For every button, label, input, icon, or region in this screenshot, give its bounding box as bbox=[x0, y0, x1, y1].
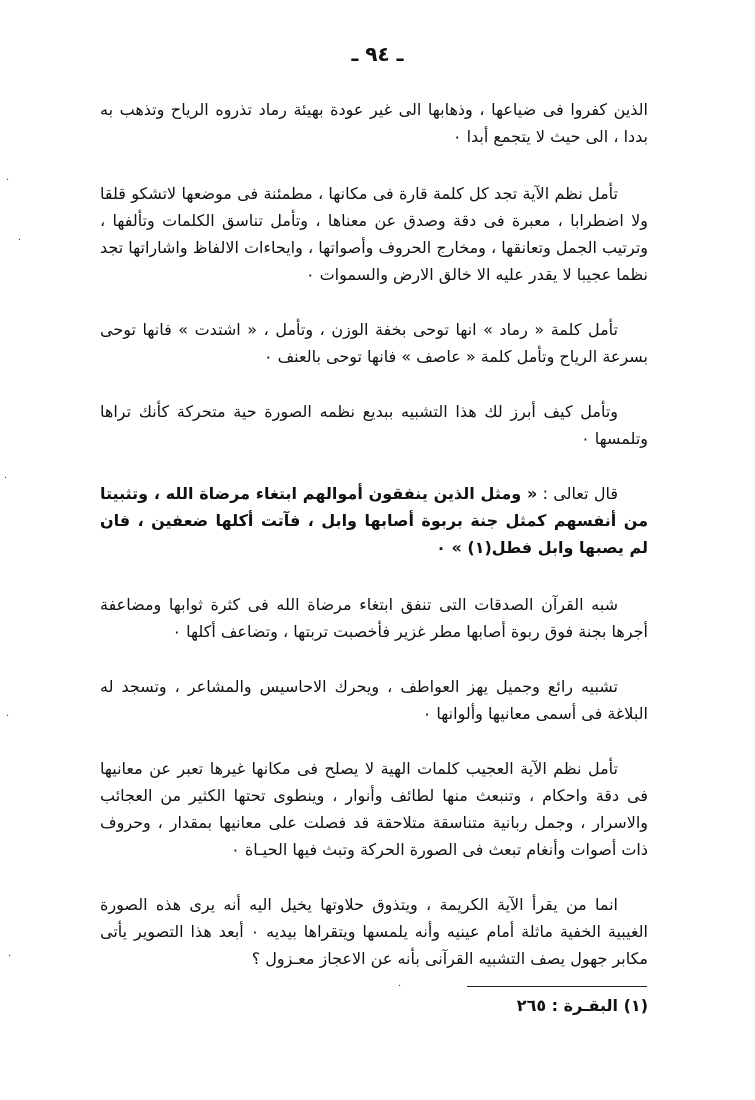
paragraph-7: تأمل نظم الآية العجيب كلمات الهية لا يصلح فى مكانها غيرها تعبر عن معانيها فى دقة واحكام ، وتنبعث منها لطائف وأنوار ، وينطوى تحتها الكثير من العجائب والاسرار ، وجمل ربانية متناسقة متلاحقة قد فصلت على معانيها بمقدار ، وحروف ذات أصوات وأنغام تبعث فى الصورة الحركة وتبث فيها الحيـاة ٠ bbox=[100, 759, 648, 859]
paragraph-5: شبه القرآن الصدقات التى تنفق ابتغاء مرضاة الله فى كثرة ثوابها ومضاعفة أجرها بجنة فوق ربوة أصابها مطر غزير فأخصبت تربتها ، وتضاعف أكلها ٠ bbox=[100, 595, 648, 641]
paragraph-2: تأمل نظم الآية تجد كل كلمة قارة فى مكانها ، مطمئنة فى موضعها لاتشكو قلقا ولا اضطرابا ، معبرة فى دقة وصدق عن معناها ، وتأمل تناسق الكلمات وتألفها ، وترتيب الجمل وتعانقها ، ومخارج الحروف وأصواتها ، وايحاءات الالفاظ واشاراتها تجد نظما عجيبا لا يقدر عليه الا خالق الارض والسموات ٠ bbox=[100, 184, 648, 284]
paragraph-1: الذين كفروا فى ضياعها ، وذهابها الى غير عودة بهيئة رماد تذروه الرياح وتذهب به بددا ، الى حيث لا يتجمع أبدا ٠ bbox=[100, 100, 648, 146]
scan-speck: · bbox=[8, 951, 12, 962]
scan-speck: · bbox=[4, 473, 8, 484]
verse-quote bbox=[100, 480, 648, 561]
page-body bbox=[100, 96, 648, 972]
footnote: (١) البقـرة : ٢٦٥ bbox=[516, 996, 648, 1015]
page-number: ـ ٩٤ ـ bbox=[351, 42, 404, 66]
paragraph-3: تأمل كلمة « رماد » انها توحى بخفة الوزن ، وتأمل ، « اشتدت » فانها توحى بسرعة الرياح وتأمل كلمة « عاصف » فانها توحى بالعنف ٠ bbox=[100, 320, 648, 366]
scan-speck: · bbox=[6, 175, 10, 186]
verse-text: « ومثل الذين ينفقون أموالهم ابتغاء مرضاة الله ، وتثبيتا من أنفسهم كمثل جنة بربوة أصابها وابل ، فآتت أكلها ضعفين ، فان لم يصبها وابل فطل(١) » ٠ bbox=[100, 484, 648, 557]
scan-speck: · bbox=[18, 235, 22, 246]
paragraph-6: تشبيه رائع وجميل يهز العواطف ، ويحرك الاحاسيس والمشاعر ، وتسجد له البلاغة فى أسمى معانيها وألوانها ٠ bbox=[100, 677, 648, 723]
verse-intro: قال تعالى : bbox=[537, 484, 618, 503]
scan-speck: · bbox=[398, 981, 402, 992]
scan-speck: · bbox=[6, 711, 10, 722]
footnote-divider bbox=[467, 986, 647, 987]
paragraph-4: وتأمل كيف أبرز لك هذا التشبيه ببديع نظمه الصورة حية متحركة كأنك تراها وتلمسها ٠ bbox=[100, 402, 648, 448]
paragraph-8: انما من يقرأ الآية الكريمة ، ويتذوق حلاوتها يخيل اليه أنه يرى هذه الصورة الغيبية الخفية ماثلة أمام عينيه وأنه يلمسها ويتقراها بيديه ٠ أبعد هذا التصوير يأتى مكابر جهول يصف التشبيه القرآنى بأنه عن الاعجاز معـزول ؟ bbox=[100, 895, 649, 968]
